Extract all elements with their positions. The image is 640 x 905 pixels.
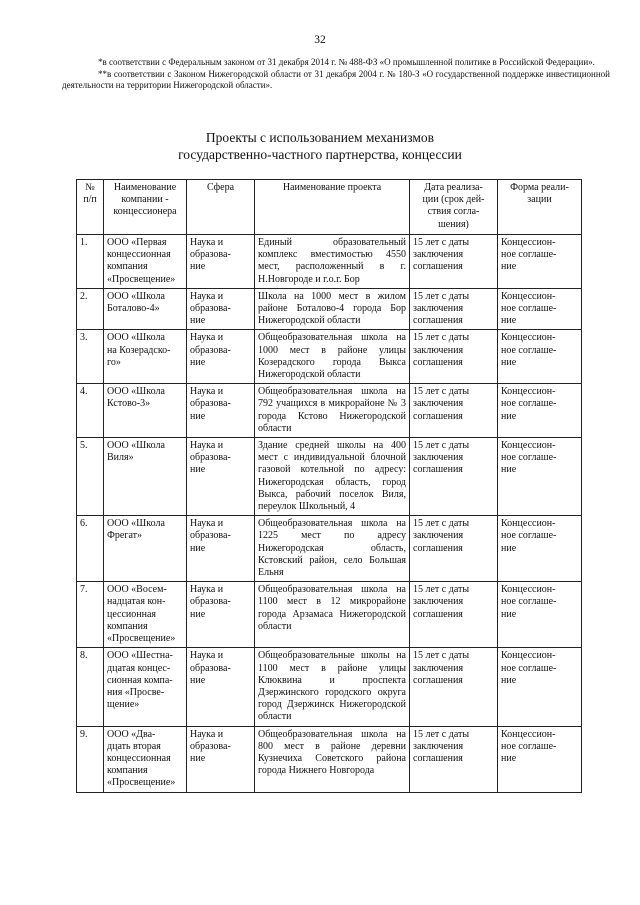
row-term: 15 лет с даты заключения соглашения (410, 516, 498, 582)
row-project: Общеобразовательные школы на 1100 мест в районе улицы Клюквина и проспекта Дзержинского городского округа город Дзержинск Нижегородской области (255, 648, 410, 726)
row-sphere: Наука и образова- ние (187, 235, 255, 289)
row-number: 5. (77, 438, 104, 516)
footnote-1: *в соответствии с Федеральным законом от 31 декабря 2014 г. № 488-ФЗ «О промышленной политике в Российской Федерации». (98, 57, 595, 67)
table-row (77, 330, 582, 384)
row-form: Концессион- ное соглаше- ние (498, 726, 582, 792)
header-number: № п/п (77, 180, 104, 235)
row-term: 15 лет с даты заключения соглашения (410, 288, 498, 330)
row-form: Концессион- ное соглаше- ние (498, 288, 582, 330)
row-project: Общеобразовательная школа на 800 мест в районе деревни Кузнечиха Советского района города Нижнего Новгорода (255, 726, 410, 792)
row-term: 15 лет с даты заключения соглашения (410, 582, 498, 648)
header-term: Дата реализа- ции (срок дей- ствия согла- шения) (410, 180, 498, 235)
row-project: Единый образовательный комплекс вместимостью 4550 мест, расположенный в г. Н.Новгороде и г.о.г. Бор (255, 235, 410, 289)
row-form: Концессион- ное соглаше- ние (498, 582, 582, 648)
row-term: 15 лет с даты заключения соглашения (410, 726, 498, 792)
row-number: 1. (77, 235, 104, 289)
row-term: 15 лет с даты заключения соглашения (410, 384, 498, 438)
row-company: ООО «Школа на Козерадско- го» (104, 330, 187, 384)
table-row (77, 516, 582, 582)
row-project: Школа на 1000 мест в жилом районе Боталово-4 города Бор Нижегородской области (255, 288, 410, 330)
table-row (77, 726, 582, 792)
table-row (77, 438, 582, 516)
row-company: ООО «Два- дцать вторая концессионная компания «Просвещение» (104, 726, 187, 792)
table-row (77, 235, 582, 289)
row-sphere: Наука и образова- ние (187, 648, 255, 726)
table-row (77, 582, 582, 648)
row-term: 15 лет с даты заключения соглашения (410, 648, 498, 726)
page-number: 32 (314, 34, 326, 46)
row-number: 4. (77, 384, 104, 438)
row-company: ООО «Первая концессионная компания «Просвещение» (104, 235, 187, 289)
row-sphere: Наука и образова- ние (187, 726, 255, 792)
row-project: Общеобразовательная школа на 1225 мест по адресу Нижегородская область, Кстовский район, село Большая Ельня (255, 516, 410, 582)
row-number: 3. (77, 330, 104, 384)
projects-table (76, 179, 582, 793)
row-sphere: Наука и образова- ние (187, 582, 255, 648)
document-title (0, 129, 640, 163)
table-row (77, 384, 582, 438)
row-form: Концессион- ное соглаше- ние (498, 438, 582, 516)
row-project: Общеобразовательная школа на 1100 мест в 12 микрорайоне города Арзамаса Нижегородской области (255, 582, 410, 648)
row-number: 2. (77, 288, 104, 330)
footnote-2: **в соответствии с Законом Нижегородской области от 31 декабря 2004 г. № 180-З «О государственной поддержке инвестиционной деятельности на территории Нижегородской области». (62, 68, 610, 91)
row-number: 6. (77, 516, 104, 582)
row-number: 8. (77, 648, 104, 726)
row-form: Концессион- ное соглаше- ние (498, 384, 582, 438)
row-company: ООО «Шестна- дцатая концес- сионная компа- ния «Просве- щение» (104, 648, 187, 726)
row-term: 15 лет с даты заключения соглашения (410, 330, 498, 384)
header-sphere: Сфера (187, 180, 255, 235)
row-form: Концессион- ное соглаше- ние (498, 648, 582, 726)
row-sphere: Наука и образова- ние (187, 384, 255, 438)
row-sphere: Наука и образова- ние (187, 516, 255, 582)
table-row (77, 288, 582, 330)
row-form: Концессион- ное соглаше- ние (498, 516, 582, 582)
title-line-1: Проекты с использованием механизмов (205, 130, 435, 145)
row-term: 15 лет с даты заключения соглашения (410, 235, 498, 289)
row-form: Концессион- ное соглаше- ние (498, 235, 582, 289)
table-row (77, 648, 582, 726)
row-company: ООО «Восем- надцатая кон- цессионная компания «Просвещение» (104, 582, 187, 648)
footnotes (62, 57, 610, 92)
row-company: ООО «Школа Виля» (104, 438, 187, 516)
header-project: Наименование проекта (255, 180, 410, 235)
row-number: 9. (77, 726, 104, 792)
row-company: ООО «Школа Боталово-4» (104, 288, 187, 330)
header-form: Форма реали- зации (498, 180, 582, 235)
row-sphere: Наука и образова- ние (187, 330, 255, 384)
row-number: 7. (77, 582, 104, 648)
row-form: Концессион- ное соглаше- ние (498, 330, 582, 384)
row-company: ООО «Школа Кстово-3» (104, 384, 187, 438)
row-project: Общеобразовательная школа на 792 учащихся в микрорайоне № 3 города Кстово Нижегородской области (255, 384, 410, 438)
row-term: 15 лет с даты заключения соглашения (410, 438, 498, 516)
row-project: Общеобразовательная школа на 1000 мест в районе улицы Козерадского города Выкса Нижегородской области (255, 330, 410, 384)
row-project: Здание средней школы на 400 мест с индивидуальной блочной газовой котельной по адресу: Нижегородская область, город Выкса, рабочий поселок Виля, переулок Школьный, 4 (255, 438, 410, 516)
row-company: ООО «Школа Фрегат» (104, 516, 187, 582)
header-company: Наименование компании - концессионера (104, 180, 187, 235)
row-sphere: Наука и образова- ние (187, 288, 255, 330)
row-sphere: Наука и образова- ние (187, 438, 255, 516)
title-line-2: государственно-частного партнерства, концессии (178, 147, 462, 162)
table-header-row (77, 180, 582, 235)
